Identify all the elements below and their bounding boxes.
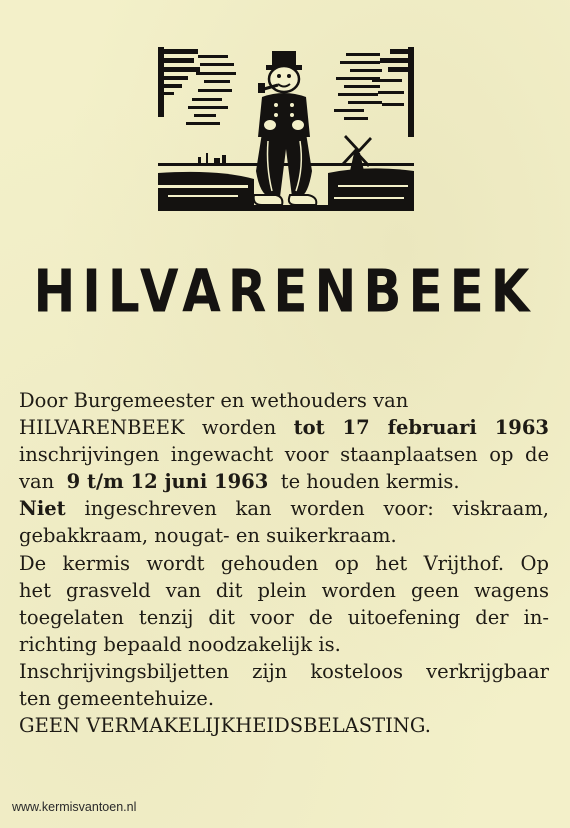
text-line-12: ten gemeentehuize.: [19, 687, 215, 711]
text-line-3: inschrijvingen ingewacht voor staanplaatsen op de: [19, 443, 549, 467]
fair-dates: 9 t/m 12 juni 1963: [66, 470, 269, 494]
announcement-text: [19, 387, 549, 739]
text-line-13: GEEN VERMAKELIJKHEIDSBELASTING.: [19, 714, 431, 738]
not-emphasis: Niet: [19, 497, 66, 521]
text-line-7: De kermis wordt gehouden op het Vrijthof. Op: [19, 551, 549, 575]
text-line-6: gebakkraam, nougat- en suikerkraam.: [19, 524, 397, 548]
text-line-8: het grasveld van dit plein worden geen wagens: [19, 578, 549, 602]
text-line-2: HILVARENBEEK worden tot 17 februari 1963: [19, 416, 549, 440]
source-watermark: www.kermisvantoen.nl: [12, 800, 137, 814]
text-line-9: toegelaten tenzij dit voor de uitoefening der in-: [19, 605, 549, 629]
text-line-10: richting bepaald noodzakelijk is.: [19, 632, 341, 656]
woodcut-illustration: [158, 45, 414, 211]
text-line-11: Inschrijvingsbiljetten zijn kosteloos verkrijgbaar: [19, 659, 549, 683]
text-line-5: Niet ingeschreven kan worden voor: viskraam,: [19, 497, 550, 521]
deadline-date: tot 17 februari 1963: [293, 416, 549, 440]
text-line-4: van 9 t/m 12 juni 1963 te houden kermis.: [19, 470, 460, 494]
text-line-1: Door Burgemeester en wethouders van: [19, 389, 409, 412]
page-title: HILVARENBEEK: [33, 257, 537, 326]
